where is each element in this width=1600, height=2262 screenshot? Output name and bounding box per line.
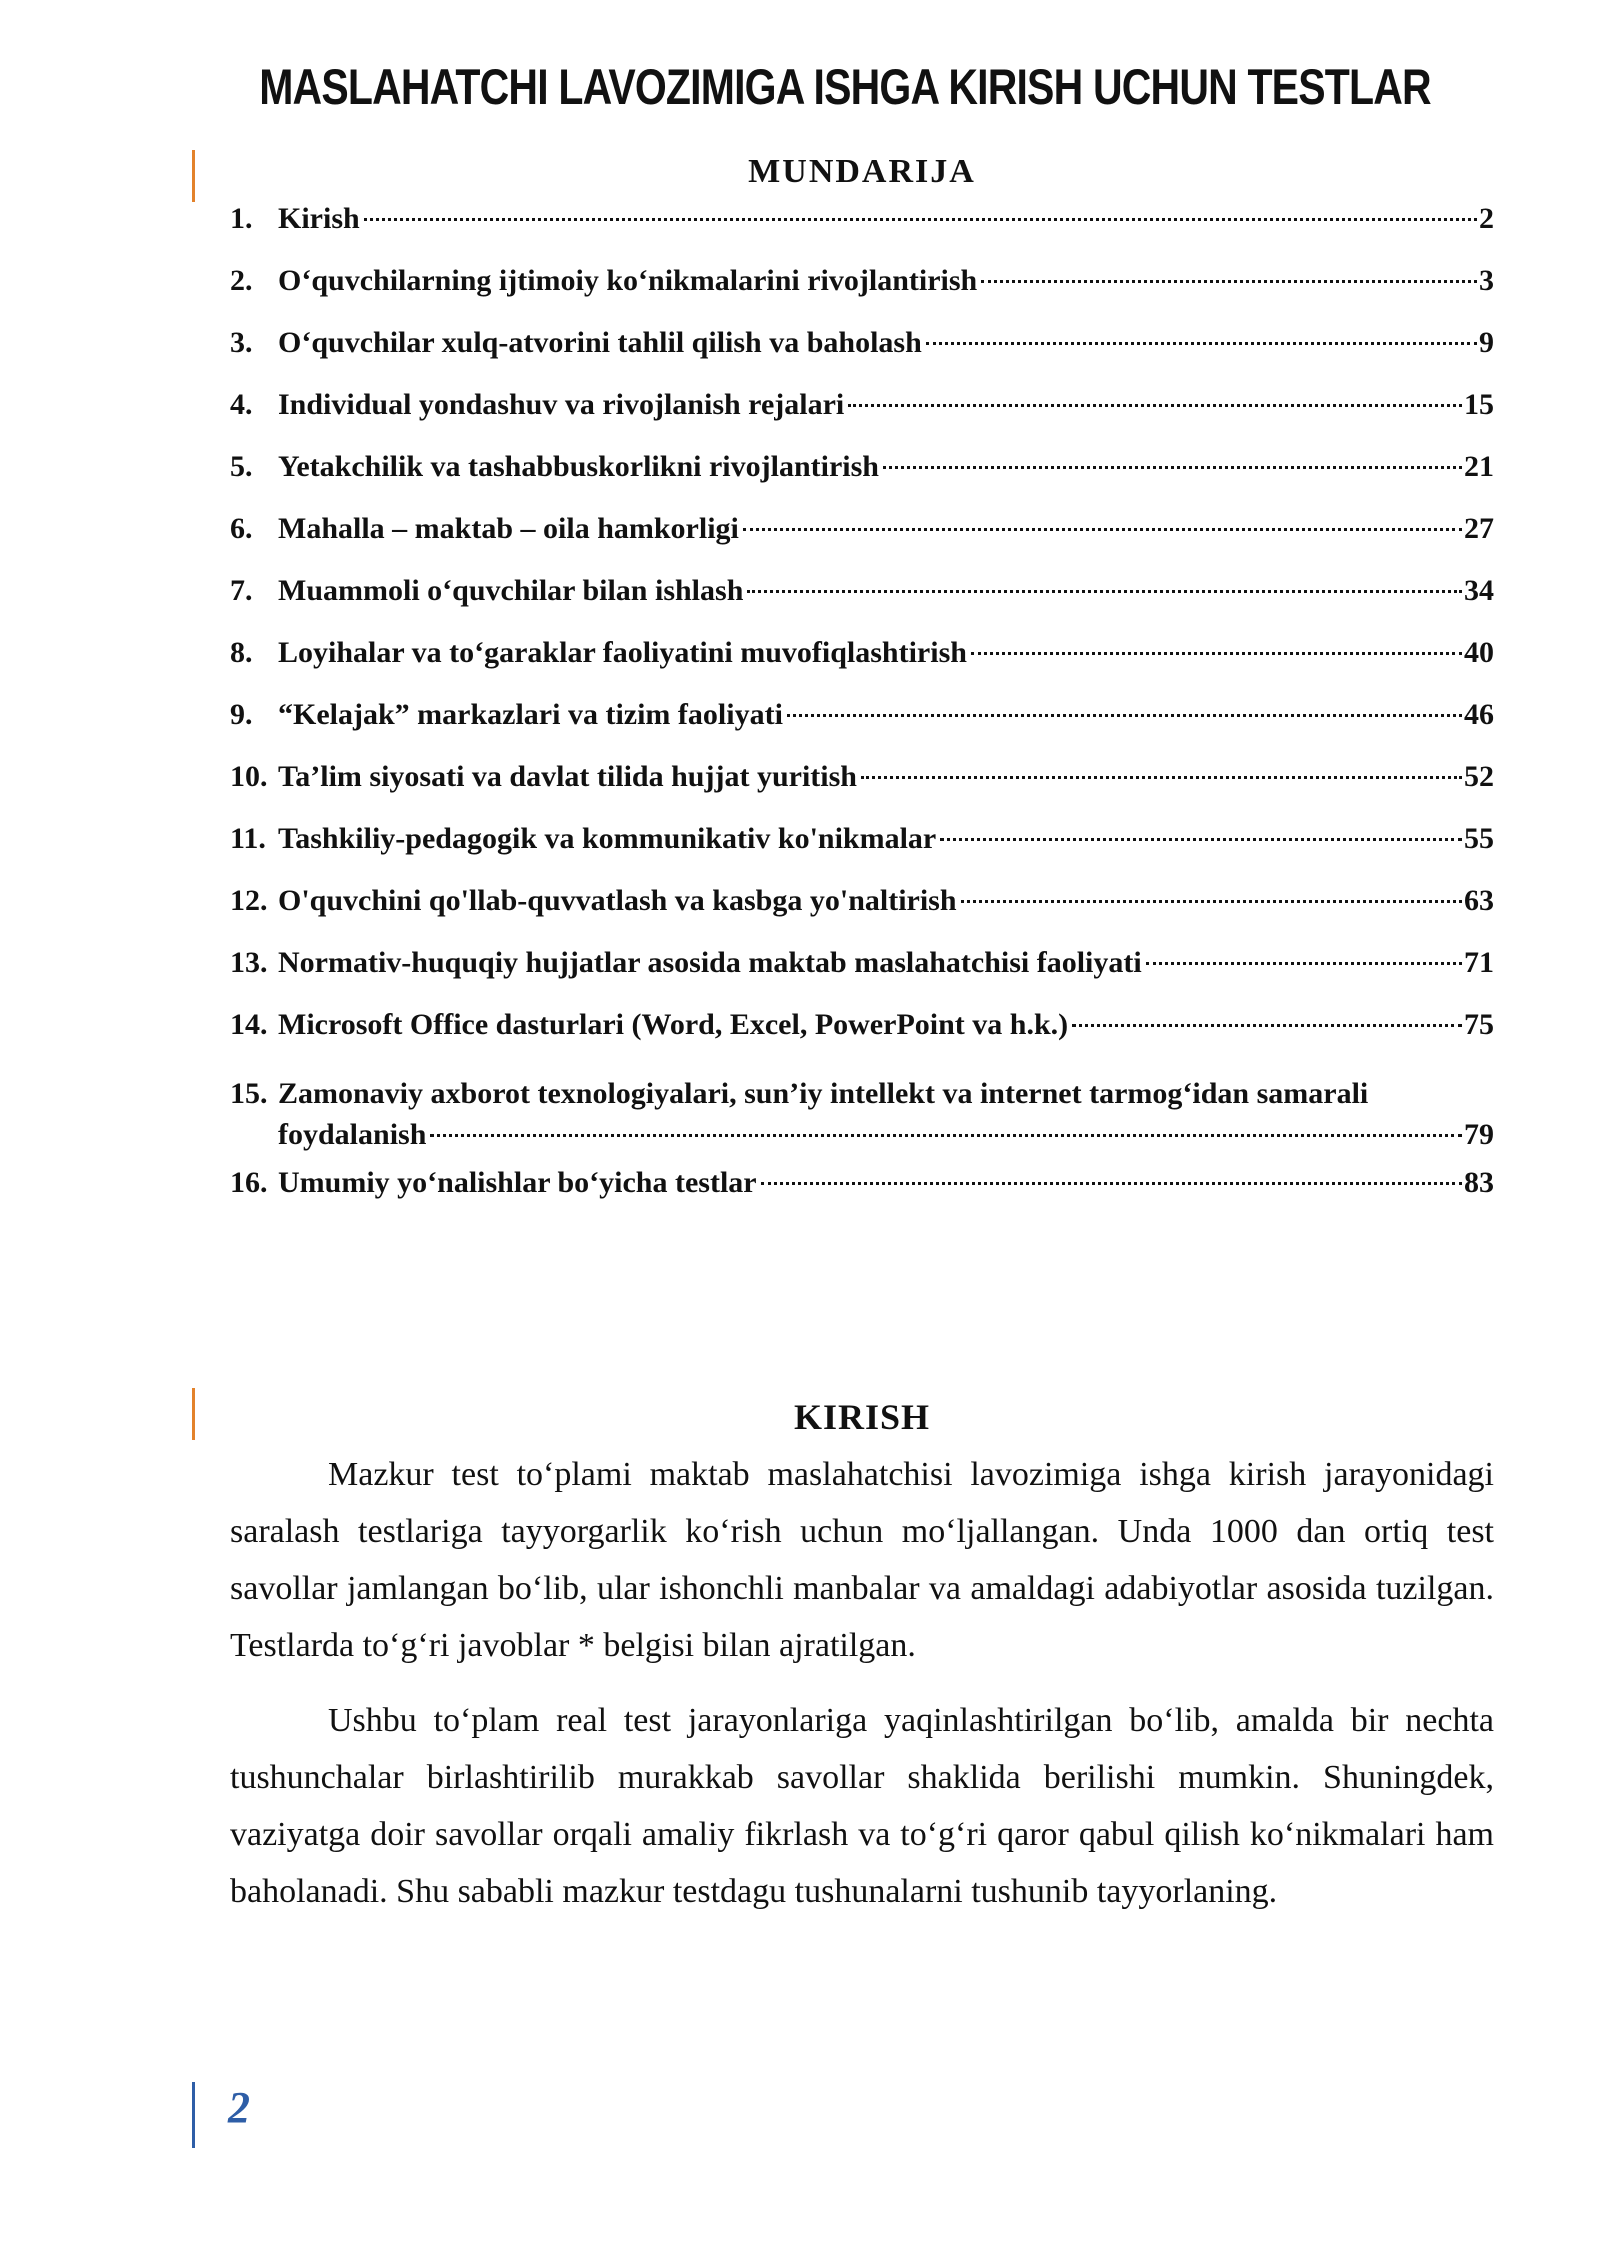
toc-leader-dots	[747, 590, 1462, 593]
toc-item-title: Tashkiliy-pedagogik va kommunikativ ko'nikmalar	[278, 822, 937, 855]
toc-item-number: 2.	[230, 264, 253, 297]
toc-item-title-continued: foydalanish	[278, 1118, 427, 1151]
toc-item-number: 15.	[230, 1077, 268, 1110]
toc-item-page: 27	[1464, 512, 1494, 545]
toc-leader-dots	[940, 838, 1462, 841]
toc-item[interactable]	[230, 574, 1494, 636]
toc-item-number: 1.	[230, 202, 253, 235]
toc-item[interactable]	[230, 946, 1494, 1008]
toc-leader-dots	[971, 652, 1462, 655]
toc-item-title: Mahalla – maktab – oila hamkorligi	[278, 512, 739, 545]
toc-leader-dots	[883, 466, 1462, 469]
toc-item-number: 10.	[230, 760, 268, 793]
toc-leader-dots	[1146, 962, 1462, 965]
toc-item-page: 21	[1464, 450, 1494, 483]
intro-paragraph: Ushbu to‘plam real test jarayonlariga yaqinlashtirilgan bo‘lib, amalda bir nechta tushunchalar birlashtirilib murakkab savollar shaklida berilishi mumkin. Shuningdek, vaziyatga doir savollar orqali amaliy fikrlash va to‘g‘ri qaror qabul qilish ko‘nikmalari ham baholanadi. Shu sababli mazkur testdagu tushunalarni tushunib tayyorlaning.	[230, 1702, 1494, 1910]
document-title: MASLAHATCHI LAVOZIMIGA ISHGA KIRISH UCHUN TESTLAR	[259, 59, 1431, 115]
toc-leader-dots	[364, 218, 1477, 221]
toc-item-title: O‘quvchilarning ijtimoiy ko‘nikmalarini rivojlantirish	[278, 264, 978, 297]
toc-item-page: 52	[1464, 760, 1494, 793]
toc-leader-dots	[981, 280, 1477, 283]
toc-item-title: Ta’lim siyosati va davlat tilida hujjat yuritish	[278, 760, 857, 793]
toc-item[interactable]	[230, 326, 1494, 388]
toc-item-title: Normativ-huquqiy hujjatlar asosida maktab maslahatchisi faoliyati	[278, 946, 1142, 979]
toc-item[interactable]	[230, 822, 1494, 884]
toc-item-number: 14.	[230, 1008, 268, 1041]
toc-item-number: 16.	[230, 1166, 268, 1199]
toc-item[interactable]	[230, 1166, 1494, 1228]
toc-leader-dots	[848, 404, 1462, 407]
toc-item-page: 79	[1464, 1118, 1494, 1151]
toc-item[interactable]	[230, 1070, 1494, 1166]
page-number: 2	[228, 2083, 250, 2132]
toc-leader-dots	[787, 714, 1462, 717]
toc-item-page: 34	[1464, 574, 1494, 607]
toc-item-title: “Kelajak” markazlari va tizim faoliyati	[278, 698, 783, 731]
toc-item[interactable]	[230, 698, 1494, 760]
toc-item-page: 71	[1464, 946, 1494, 979]
toc-item-number: 12.	[230, 884, 268, 917]
toc-item-title: Kirish	[278, 202, 360, 235]
toc-heading: MUNDARIJA	[748, 153, 976, 190]
toc-item-page: 83	[1464, 1166, 1494, 1199]
toc-item-page: 55	[1464, 822, 1494, 855]
page-number-bar	[192, 2082, 195, 2148]
toc-item-title: Zamonaviy axborot texnologiyalari, sun’iy intellekt va internet tarmog‘idan samarali	[278, 1077, 1369, 1110]
toc-item-number: 8.	[230, 636, 253, 669]
toc-item-number: 11.	[230, 822, 266, 855]
toc-item-page: 3	[1479, 264, 1494, 297]
toc-item-page: 63	[1464, 884, 1494, 917]
toc-item[interactable]	[230, 760, 1494, 822]
toc-item-page: 9	[1479, 326, 1494, 359]
toc-item-number: 7.	[230, 574, 253, 607]
toc-item[interactable]	[230, 388, 1494, 450]
toc-leader-dots	[761, 1182, 1462, 1185]
intro-paragraph: Mazkur test to‘plami maktab maslahatchisi lavozimiga ishga kirish jarayonidagi saralash testlariga tayyorgarlik ko‘rish uchun mo‘ljallangan. Unda 1000 dan ortiq test savollar jamlangan bo‘lib, ular ishonchli manbalar va amaldagi adabiyotlar asosida tuzilgan. Testlarda to‘g‘ri javoblar * belgisi bilan ajratilgan.	[230, 1456, 1494, 1664]
toc-item-page: 46	[1464, 698, 1494, 731]
toc-item-title: Loyihalar va to‘garaklar faoliyatini muvofiqlashtirish	[278, 636, 967, 669]
toc-leader-dots	[1072, 1024, 1462, 1027]
toc-item[interactable]	[230, 636, 1494, 698]
toc-item-page: 15	[1464, 388, 1494, 421]
toc-item-title: Individual yondashuv va rivojlanish rejalari	[278, 388, 845, 421]
toc-leader-dots	[743, 528, 1462, 531]
toc-leader-dots	[861, 776, 1462, 779]
toc-leader-dots	[961, 900, 1462, 903]
toc-item-page: 40	[1464, 636, 1494, 669]
toc-item[interactable]	[230, 884, 1494, 946]
toc-item-title: Umumiy yo‘nalishlar bo‘yicha testlar	[278, 1166, 757, 1199]
toc-item-page: 75	[1464, 1008, 1494, 1041]
toc-item-title: O‘quvchilar xulq-atvorini tahlil qilish va baholash	[278, 326, 922, 359]
intro-text	[230, 1446, 1494, 1938]
toc-item-number: 9.	[230, 698, 253, 731]
toc-item-title: Yetakchilik va tashabbuskorlikni rivojlantirish	[278, 450, 879, 483]
toc-item-title: O'quvchini qo'llab-quvvatlash va kasbga yo'naltirish	[278, 884, 957, 917]
toc-leader-dots	[430, 1134, 1462, 1137]
toc-item-title: Muammoli o‘quvchilar bilan ishlash	[278, 574, 744, 607]
toc-item-title: Microsoft Office dasturlari (Word, Excel, PowerPoint va h.k.)	[278, 1008, 1069, 1041]
toc-item[interactable]	[230, 264, 1494, 326]
toc-item-number: 4.	[230, 388, 253, 421]
toc-item-page: 2	[1479, 202, 1494, 235]
toc-item[interactable]	[230, 450, 1494, 512]
toc-item[interactable]	[230, 1008, 1494, 1070]
toc-item[interactable]	[230, 202, 1494, 264]
toc-item-number: 5.	[230, 450, 253, 483]
toc-item-number: 3.	[230, 326, 253, 359]
toc-leader-dots	[926, 342, 1477, 345]
section-heading: KIRISH	[793, 1397, 931, 1437]
toc-item-number: 13.	[230, 946, 268, 979]
table-of-contents	[230, 202, 1494, 1228]
toc-item[interactable]	[230, 512, 1494, 574]
toc-item-number: 6.	[230, 512, 253, 545]
